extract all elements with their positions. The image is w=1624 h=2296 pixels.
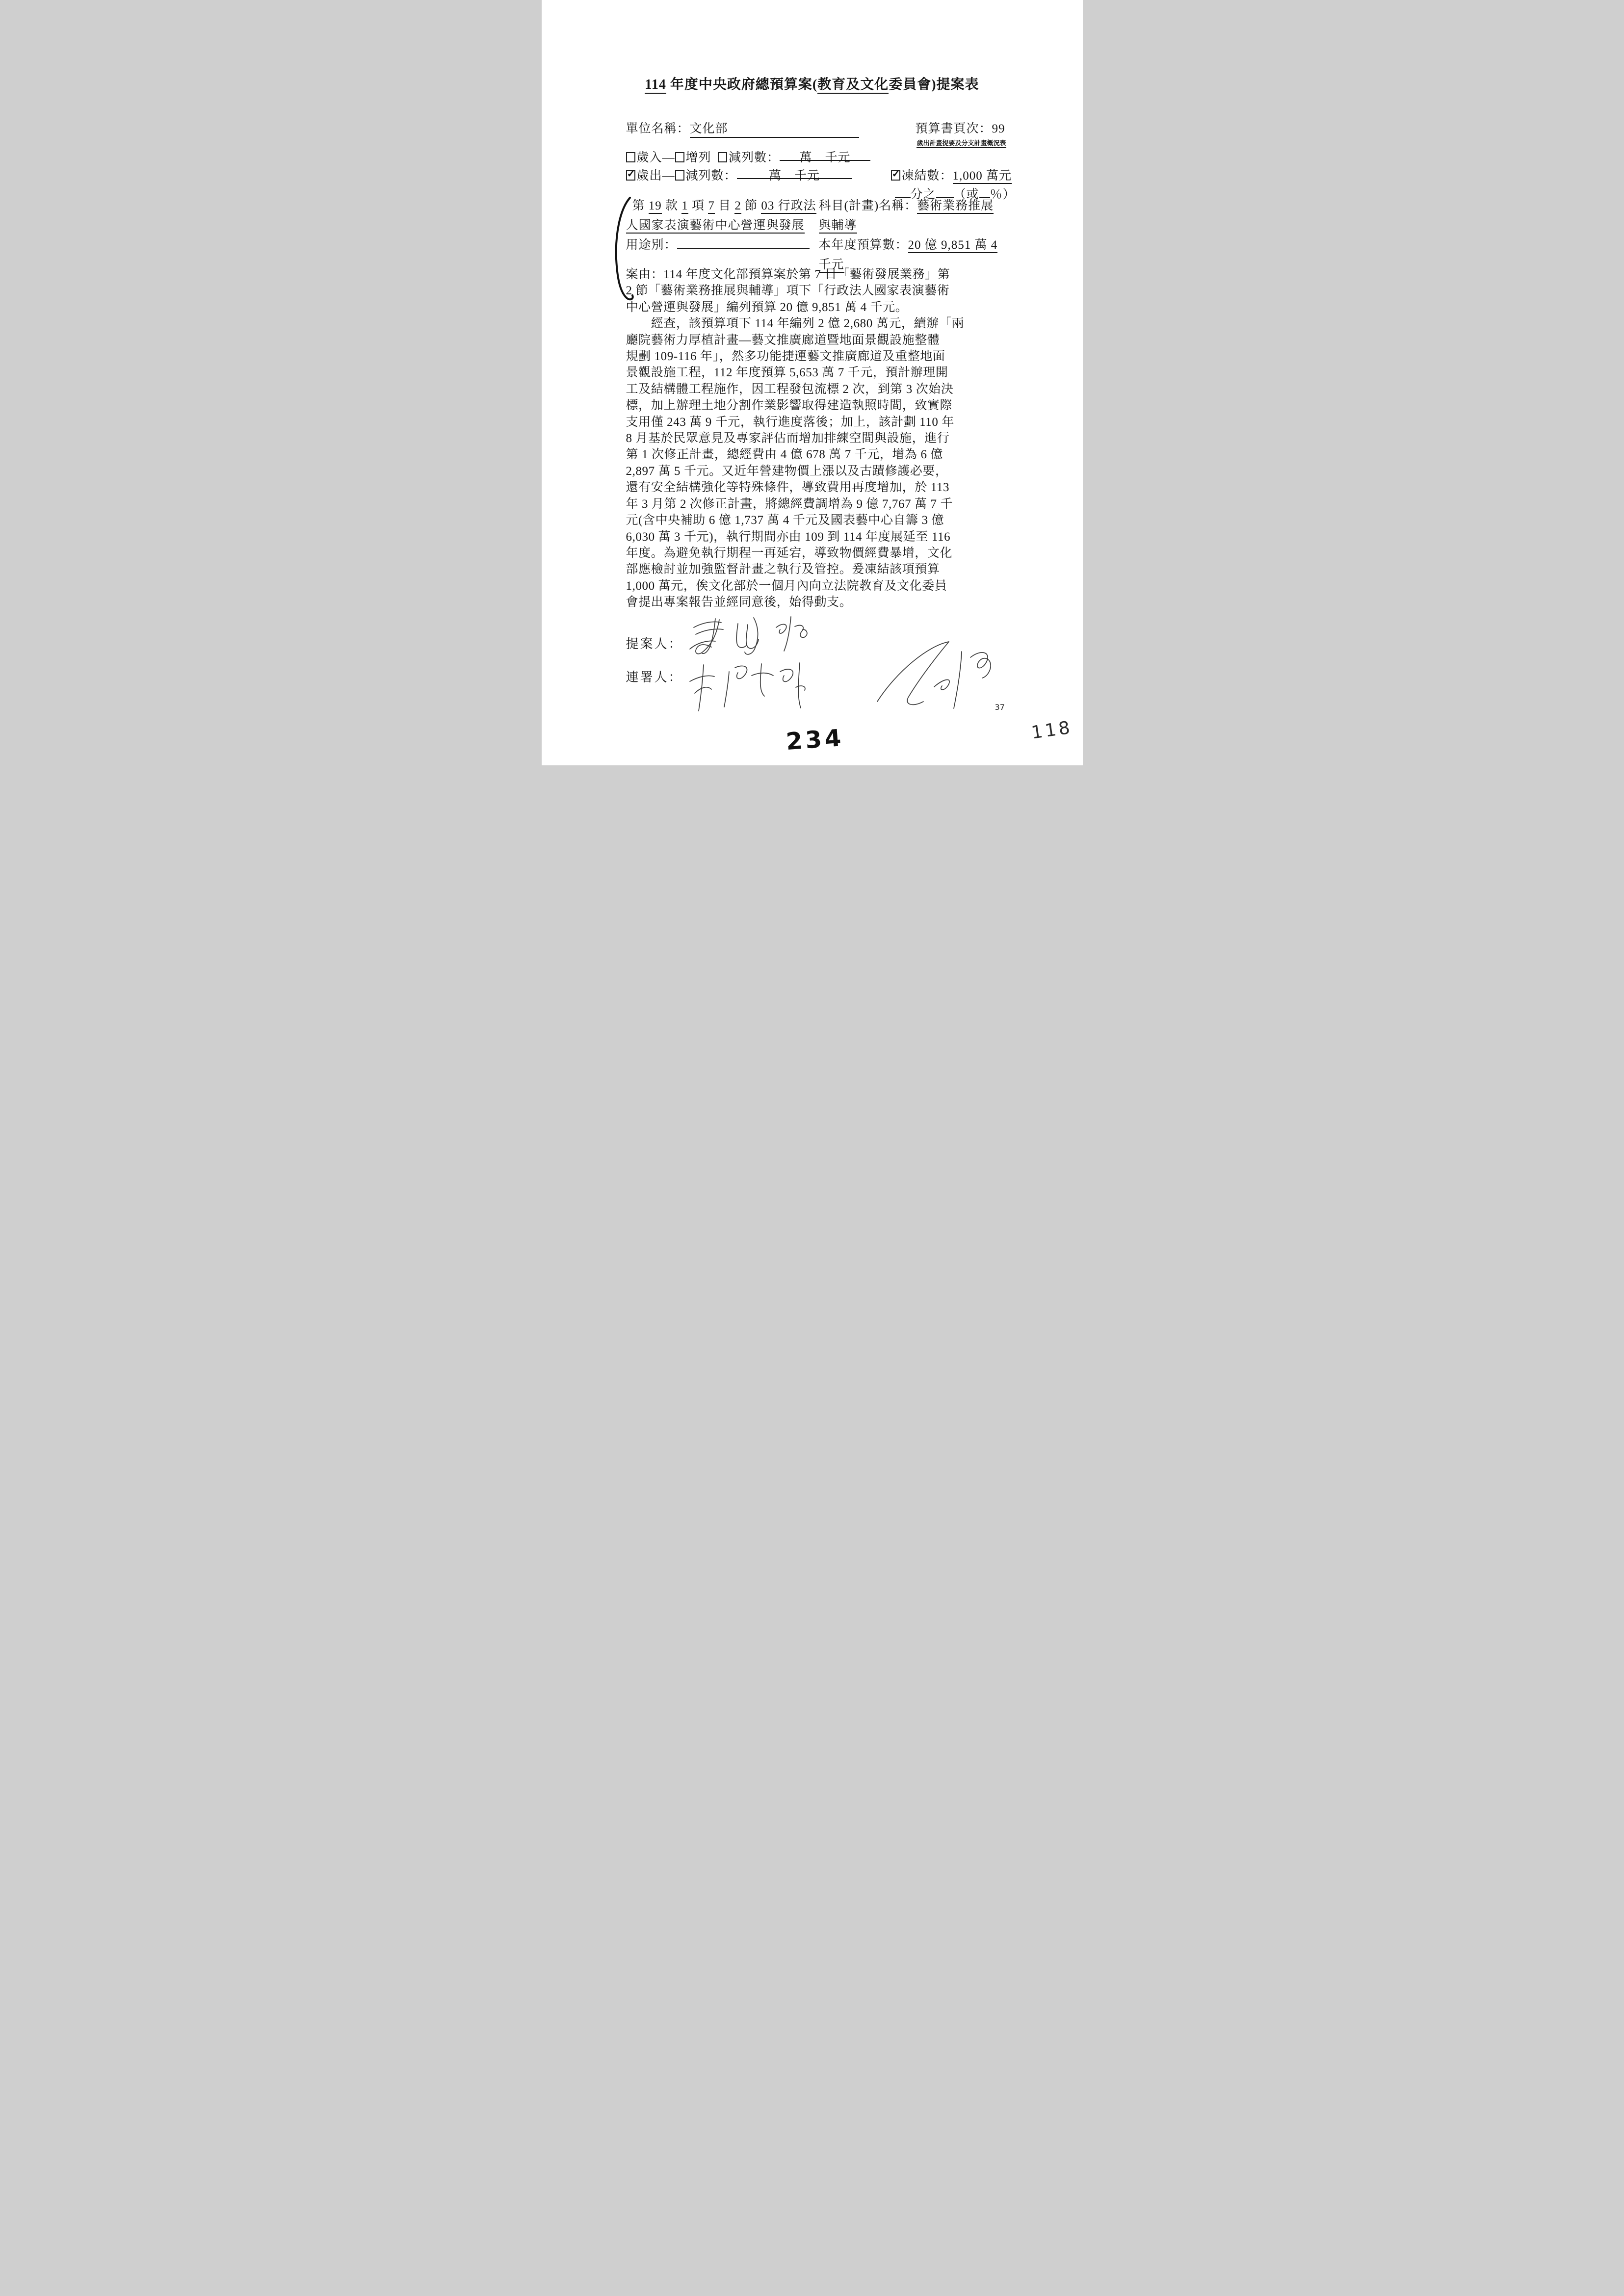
body-line: 還有安全結構強化等特殊條件，導致費用再度增加，於 113 (626, 481, 950, 495)
subject-value2: 與輔導 (819, 219, 857, 234)
body-line: 第 1 次修正計畫，總經費由 4 億 678 萬 7 千元，增為 6 億 (626, 448, 943, 462)
case-body (626, 266, 964, 611)
pageref-note: 歲出計畫提要及分支計畫概況表 (917, 138, 1006, 148)
handwritten-number-center: 234 (785, 724, 845, 756)
clause-left (626, 196, 816, 255)
body-line: 規劃 109-116 年」，然多功能捷運藝文推廣廊道及重整地面 (626, 350, 945, 364)
body-line: 年 3 月第 2 次修正計畫，將總經費調增為 9 億 7,767 萬 7 千 (626, 497, 953, 511)
title-year: 114 (645, 77, 666, 94)
decrease-in-blank: 萬 千元 (780, 148, 870, 161)
body-line: 經查，該預算項下 114 年編列 2 億 2,680 萬元，續辦「兩 (626, 317, 964, 331)
body-line: 元(含中央補助 6 億 1,737 萬 4 千元及國表藝中心自籌 3 億 (626, 514, 944, 527)
proposer-signature (685, 615, 812, 662)
body-line: 6,030 萬 3 千元)，執行期間亦由 109 到 114 年度展延至 116 (626, 530, 951, 544)
budget-label: 本年度預算數： (818, 238, 908, 252)
clause-line2 (626, 216, 812, 235)
revenue-label: 歲入 (636, 151, 662, 164)
clause-segment: 7 (708, 199, 715, 214)
decrease-out-label: 減列數： (685, 169, 737, 183)
budget-value2: 千元 (819, 258, 844, 273)
cosigner-signature-1 (682, 660, 824, 718)
clause-line1 (626, 196, 816, 216)
body-line: 景觀設施工程，112 年度預算 5,653 萬 7 千元，預計辦理開 (626, 366, 948, 380)
scanned-proposal-form (542, 0, 1083, 765)
clause-segment: 第 (632, 199, 649, 212)
checkbox-revenue (626, 152, 635, 162)
clause-right (819, 196, 1008, 275)
pageref-field (915, 119, 1005, 138)
decrease-in-label: 減列數： (729, 151, 780, 164)
fraction-text-2: （或 (953, 188, 979, 201)
body-line: 支用僅 243 萬 9 千元，執行進度落後；加上，該計劃 110 年 (626, 415, 954, 429)
proposer-label: 提案人： (626, 637, 683, 651)
handwritten-number-right: 118 (1030, 717, 1074, 743)
body-line: 年度。為避免執行期程一再延宕，導致物價經費暴增，文化 (626, 546, 953, 560)
body-line: 標，加上辦理土地分割作業影響取得建造執照時間，致實際 (626, 399, 953, 413)
body-line: 部應檢討並加強監督計畫之執行及管控。爰凍結該項預算 (626, 563, 940, 576)
body-line: 1,000 萬元，俟文化部於一個月內向立法院教育及文化委員 (626, 579, 947, 593)
body-line: 8 月基於民眾意見及專家評估而增加排練空間與設施，進行 (626, 432, 950, 445)
clause-segment: 03 行政法 (761, 199, 816, 214)
subject-label: 科目(計畫)名稱： (818, 199, 917, 212)
budget-row (819, 235, 1008, 255)
freeze-label: 凍結數： (901, 169, 953, 183)
title-committee: 教育及文化 (817, 77, 889, 94)
clause-segment: 目 (714, 199, 735, 212)
subject-row (819, 196, 1008, 216)
expenditure-label: 歲出 (636, 169, 662, 183)
clause-segment: 項 (688, 199, 708, 212)
increase-label: 增列 (685, 151, 711, 164)
clause-segment: 款 (661, 199, 682, 212)
clause-line2-text: 人國家表演藝術中心營運與發展 (626, 219, 805, 234)
decrease-out-blank: 萬 千元 (737, 166, 852, 179)
usage-row (626, 235, 812, 255)
body-line: 2 節「藝術業務推展與輔導」項下「行政法人國家表演藝術 (626, 284, 950, 298)
pageref-label: 預算書頁次： (915, 122, 992, 135)
unit-field (626, 119, 859, 138)
pageref-value: 99 (992, 122, 1005, 135)
dash: — (662, 151, 675, 164)
dash: — (662, 169, 675, 183)
printed-page-number: 37 (995, 703, 1005, 712)
body-line: 中心營運與發展」編列預算 20 億 9,851 萬 4 千元。 (626, 300, 908, 314)
clause-segment: 19 (649, 199, 662, 214)
fraction-text-3: ％） (990, 188, 1016, 201)
title-mid: 年度中央政府總預算案( (666, 77, 818, 92)
checkbox-expenditure (626, 170, 635, 181)
row-expenditure (626, 166, 852, 183)
clause-segment: 節 (741, 199, 761, 212)
fraction-text-1: 分之 (910, 188, 936, 201)
budget-value: 20 億 9,851 萬 4 (908, 238, 998, 253)
clause-segment: 1 (681, 199, 688, 214)
body-line: 會提出專案報告並經同意後，始得動支。 (626, 596, 852, 609)
checkbox-freeze (891, 170, 900, 181)
page-title (542, 74, 1083, 93)
header-row-unit (626, 119, 1005, 138)
clause-segment: 2 (734, 199, 741, 214)
checkbox-increase (675, 152, 684, 162)
freeze-value: 1,000 萬元 (953, 169, 1012, 184)
subject-value: 藝術業務推展 (917, 199, 994, 214)
unit-label: 單位名稱： (626, 122, 690, 135)
body-line: 工及結構體工程施作，因工程發包流標 2 次，到第 3 次始決 (626, 382, 954, 396)
checkbox-decrease-out (675, 170, 684, 181)
title-suffix: 委員會)提案表 (889, 77, 979, 92)
body-line: 廳院藝術力厚植計畫—藝文推廣廊道暨地面景觀設施整體 (626, 333, 940, 347)
cosigner-signature-2 (860, 639, 1013, 721)
body-line: 2,897 萬 5 千元。又近年營建物價上漲以及古蹟修護必要， (626, 464, 948, 478)
checkbox-decrease-in (718, 152, 727, 162)
freeze-field (891, 166, 1012, 183)
subject-row2 (819, 216, 1008, 235)
unit-value: 文化部 (690, 119, 859, 138)
cosigner-label: 連署人： (626, 670, 683, 684)
usage-label: 用途別： (626, 238, 677, 252)
body-line: 案由：114 年度文化部預算案於第 7 目「藝術發展業務」第 (626, 268, 950, 281)
row-revenue (626, 148, 871, 165)
usage-blank (677, 235, 810, 249)
